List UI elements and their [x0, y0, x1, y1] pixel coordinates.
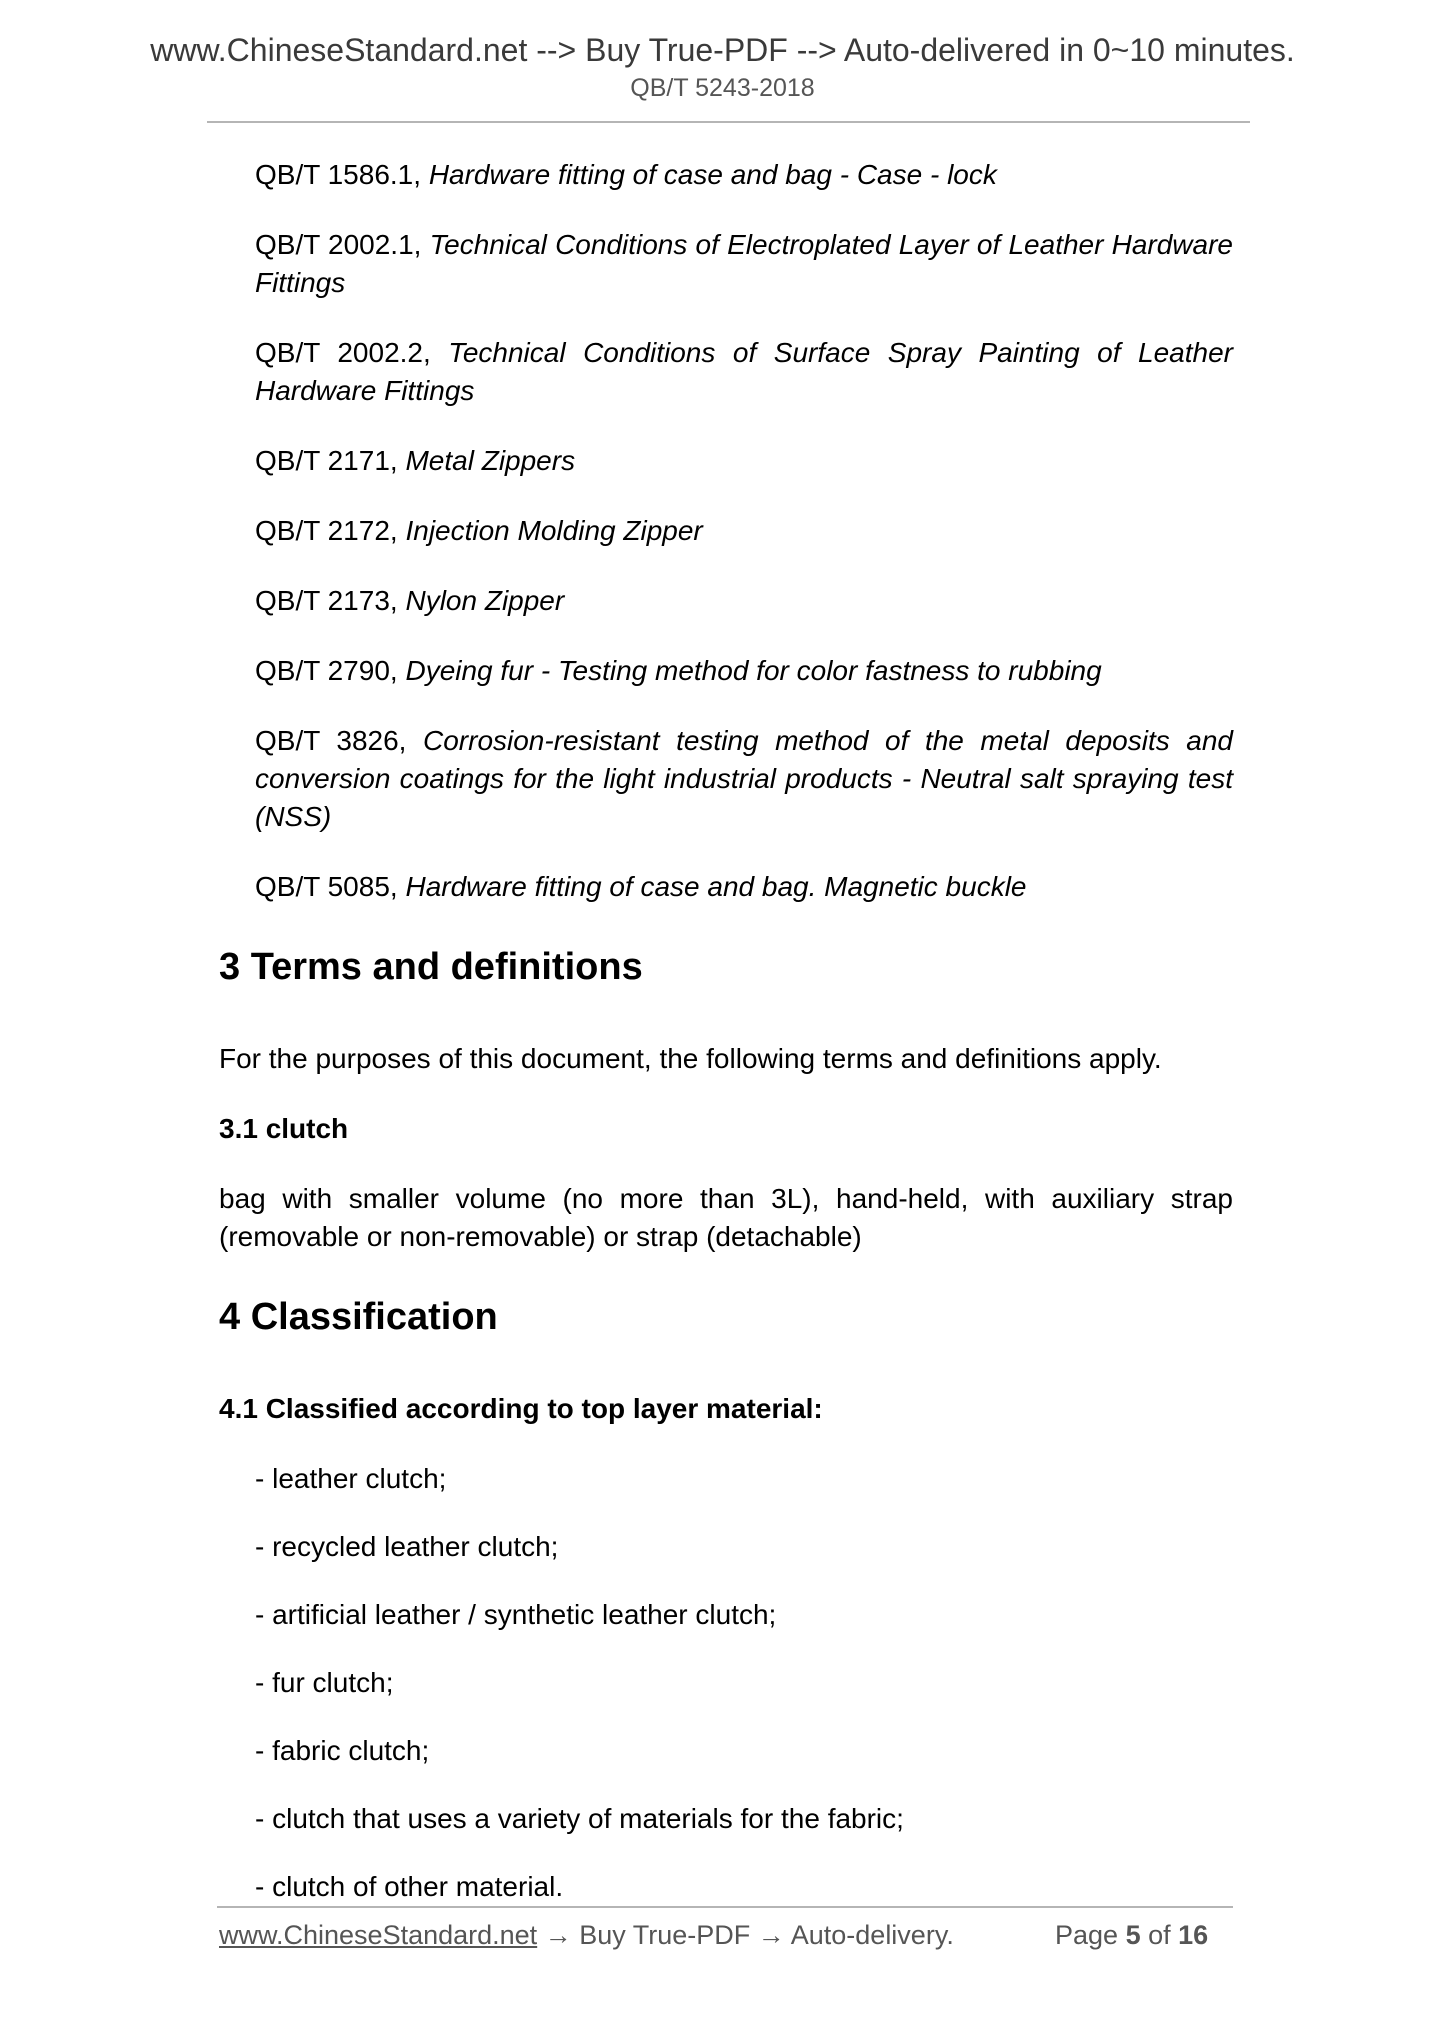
reference-title: Metal Zippers — [405, 445, 576, 476]
page-current: 5 — [1125, 1920, 1141, 1950]
reference-item — [255, 442, 1233, 480]
reference-code: QB/T 5085, — [255, 871, 406, 902]
reference-title: Technical Conditions of Electroplated Layer of Leather Hardware Fittings — [255, 229, 1233, 298]
page-content — [219, 156, 1233, 1936]
reference-title: Dyeing fur - Testing method for color fastness to rubbing — [405, 655, 1102, 686]
reference-item — [255, 226, 1233, 302]
reference-item — [255, 512, 1233, 550]
reference-code: QB/T 2002.2, — [255, 337, 449, 368]
section-4-heading: 4 Classification — [219, 1296, 498, 1338]
reference-title: Corrosion-resistant testing method of the metal deposits and conversion coatings for the light industrial products - Neutral salt spraying test (NSS) — [255, 725, 1233, 832]
reference-title: Nylon Zipper — [405, 585, 565, 616]
list-item: - artificial leather / synthetic leather clutch; — [255, 1599, 777, 1630]
reference-code: QB/T 3826, — [255, 725, 423, 756]
reference-code: QB/T 2790, — [255, 655, 406, 686]
reference-item — [255, 722, 1233, 836]
reference-code: QB/T 2171, — [255, 445, 406, 476]
list-item: - clutch of other material. — [255, 1871, 564, 1902]
page-label: Page — [1055, 1920, 1126, 1950]
reference-item — [255, 868, 1233, 906]
footer-site-link[interactable]: www.ChineseStandard.net — [219, 1920, 538, 1950]
header-banner: www.ChineseStandard.net --> Buy True-PDF --> Auto-delivered in 0~10 minutes. — [150, 32, 1295, 68]
header-divider — [207, 121, 1250, 123]
reference-title: Technical Conditions of Surface Spray Painting of Leather Hardware Fittings — [255, 337, 1234, 406]
reference-title: Injection Molding Zipper — [405, 515, 703, 546]
reference-item — [255, 582, 1233, 620]
term-heading: 3.1 clutch — [219, 1113, 349, 1144]
section-4-1-heading: 4.1 Classified according to top layer material: — [219, 1393, 823, 1424]
footer-promo — [219, 1920, 954, 1951]
list-item: - leather clutch; — [255, 1463, 447, 1494]
reference-code: QB/T 2002.1, — [255, 229, 430, 260]
list-item: - fabric clutch; — [255, 1735, 430, 1766]
reference-item — [255, 156, 1233, 194]
list-item: - clutch that uses a variety of materials for the fabric; — [255, 1803, 904, 1834]
page-of: of — [1140, 1920, 1179, 1950]
reference-title: Hardware fitting of case and bag - Case - lock — [428, 159, 997, 190]
term-definition: bag with smaller volume (no more than 3L), hand-held, with auxiliary strap (removable or non-removable) or strap (detachable) — [219, 1183, 1233, 1252]
page-indicator — [1055, 1920, 1208, 1951]
list-item: - recycled leather clutch; — [255, 1531, 559, 1562]
section-3-intro: For the purposes of this document, the following terms and definitions apply. — [219, 1043, 1162, 1074]
page-total: 16 — [1178, 1920, 1209, 1950]
reference-title: Hardware fitting of case and bag. Magnetic buckle — [405, 871, 1027, 902]
document-code: QB/T 5243-2018 — [630, 74, 815, 102]
reference-code: QB/T 2172, — [255, 515, 406, 546]
reference-item — [255, 334, 1233, 410]
reference-code: QB/T 1586.1, — [255, 159, 429, 190]
footer-promo-text: → Buy True-PDF → Auto-delivery. — [537, 1920, 954, 1950]
section-3-heading: 3 Terms and definitions — [219, 946, 643, 988]
list-item: - fur clutch; — [255, 1667, 394, 1698]
reference-item — [255, 652, 1233, 690]
reference-code: QB/T 2173, — [255, 585, 406, 616]
footer-divider — [217, 1906, 1233, 1908]
